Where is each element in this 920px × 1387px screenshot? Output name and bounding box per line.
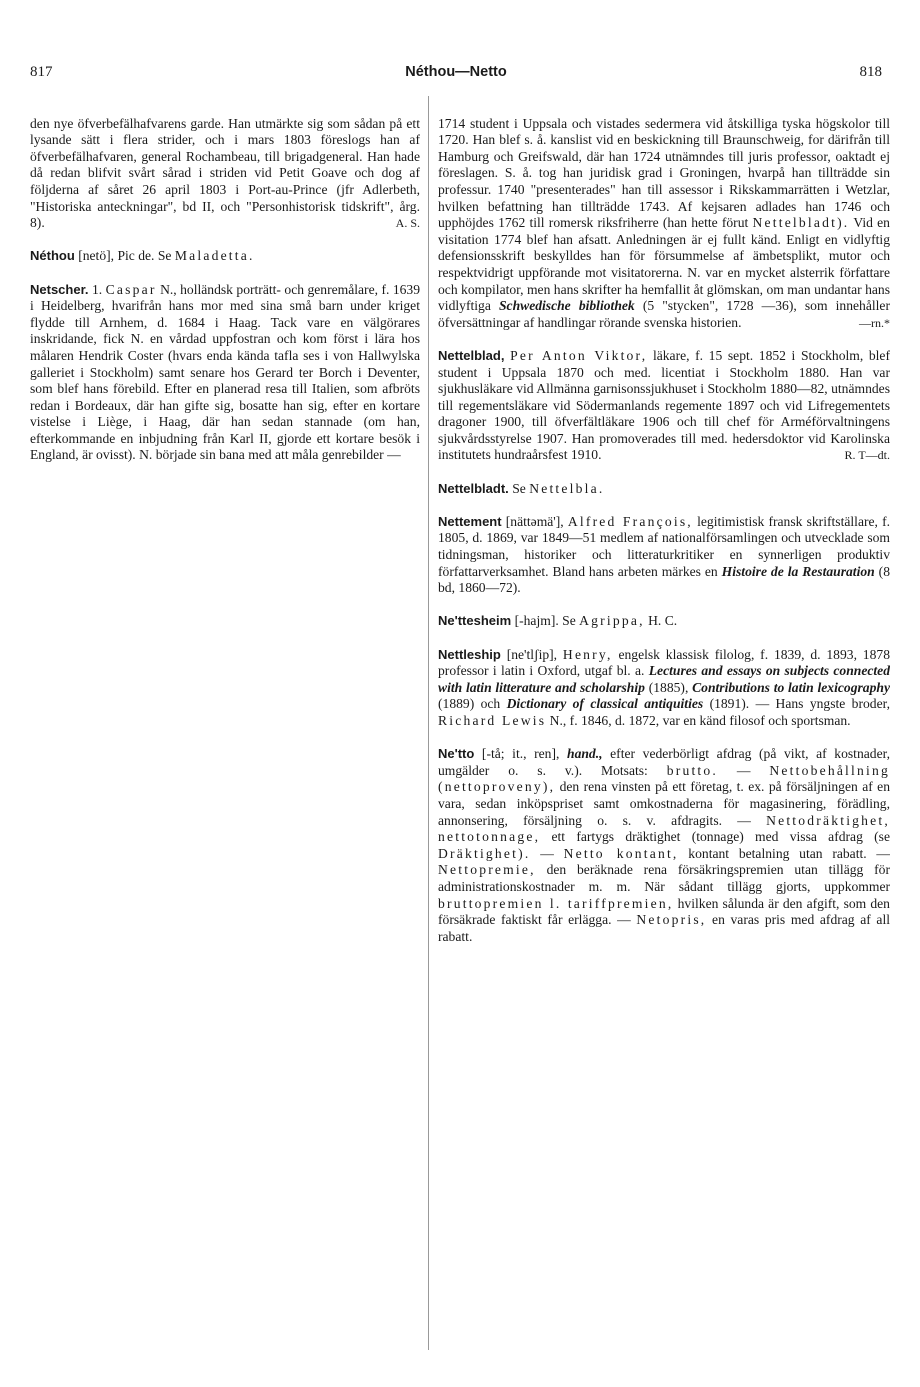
headword-nettement: Nettement xyxy=(438,513,502,529)
entry-nettelbladt: Nettelbladt. Se Nettelbla. xyxy=(438,480,605,496)
headword-netscher: Netscher. xyxy=(30,281,89,297)
entry-continuation: den nye öfverbefälhafvarens garde. Han utmärkte sig som sådan på ett lysande sätt i flera strider, och i mars 1803 föreslogs han af öfverbefälhafvaren, general Rochambeau, till brigadgeneral. Han hade då redan blifvit svårt sårad i striden vid Petit Goave och dog af följderna af såret 26 april 1803 i Port-au-Prince (jfr Adlerbeth, "Historiska anteckningar", bd II, och "Personhistorisk tidskrift", årg. 8). A. S. xyxy=(30,115,420,231)
headword-nettelblad: Nettelblad, xyxy=(438,347,505,363)
entry-nettleship: Nettleship [ne'tlʃip], Henry, engelsk klassisk filolog, f. 1839, d. 1893, 1878 professor i latin i Oxford, utgaf bl. a. Lectures and essays on subjects connected with latin litterature and scholarship (1885), Contributions to latin lexicography (1889) och Dictionary of classical antiquities (1891). — Hans yngste broder, Richard Lewis N., f. 1846, d. 1872, var en känd filosof och sportsman. xyxy=(438,646,890,728)
entry-nethou: Néthou [netö], Pic de. Se Maladetta. xyxy=(30,248,255,264)
column-divider xyxy=(428,96,429,1350)
right-column xyxy=(438,99,890,1349)
headword-nettleship: Nettleship xyxy=(438,646,501,662)
entry-nettesheim: Ne'ttesheim [-hajm]. Se Agrippa, H. C. xyxy=(438,613,678,629)
entry-netto: Ne'tto [-tå; it., ren], hand., efter vederbörligt afdrag (på vikt, af kostnader, umgälder o. s. v.). Motsats: brutto. — Nettobehållning (nettoprovenу), den rena vinsten på ett företag, t. ex. på försäljningen af en vara, sedan inköpspriset samt omkostnaderna för magasinering, förädling, annonsering, försäljning o. s. v. afdragits. — Nettodräktighet, nettotonnage, ett fartygs dräktighet (tonnage) med vissa afdrag (se Dräktighet). — Netto kontant, kontant betalning utan rabatt. — Nettopremie, den beräknade rena försäkringspremien utan tillägg för administrationskostnader m. m. När sådant tillägg gjorts, uppkommer bruttopremien l. tariffpremien, hvilken sålunda är den afgift, som den försäkrade faktiskt får erlägga. — Netopris, en varas pris med afdrag af all rabatt. xyxy=(438,746,890,944)
entry-netscher: Netscher. 1. Caspar N., holländsk porträtt- och genremålare, f. 1639 i Heidelberg, hvarifrån hans mor med sina små barn under kriget flydde till Arnhem, d. 1684 i Haag. Tack vare en välgörares inskridande, fick N. en vårdad uppfostran och kom först i lära hos målaren Hendrik Coster (hvars enda kända tafla ses i von Hallwylska galleriet i Stockholm) samt senare hos Gerard ter Borch i Deventer, som blef hans förebild. Efter en planerad resa till Italien, som afbröts redan i Bordeaux, där han gifte sig, bosatte han sig, efter en kortare vistelse i Liège, i Haag, där han sedan stannade (om han, efterkommande en inbjudning från Karl II, gjorde ett kortare besök i England, är ovisst). N. började sin bana med att måla genrebilder — xyxy=(30,281,420,463)
left-column xyxy=(30,99,420,1349)
page-number-right: 818 xyxy=(859,64,882,80)
headword-nethou: Néthou xyxy=(30,248,75,264)
entry-nettelbla-continuation: 1714 student i Uppsala och vistades sedermera vid åtskilliga tyska högskolor till 1720. Han blef s. å. kanslist vid en beskickning till Braunschweig, for därifrån till Hamburg och Greifswald, där han 1724 utnämndes till juris professor, oaktadt ej föreslagen. S. å. tog han juridisk grad i Groningen, hvarpå han tillträdde sin professur. 1740 "presenterades" han till assessor i Rikskammarrätten i Wetzlar, hvilken befattning han tillträdde 1743. Af kejsaren adlades han 1746 och upphöjdes 1762 till romersk riksfriherre (han hette förut Nettelbladt). Vid en visitation 1774 blef han afsatt. Anledningen är ej fullt känd. Enligt en vidlyftig defensionsskrift beskylldes han för försummelse af ämbetsplikt, mutor och respektvidrigt uppförande mot visitatorerna. N. var en mycket alsterrik författare och kompilator, men hans skrifter ha hemfallit åt glömskan, om man undantar hans vidlyftiga Schwedische bibliothek (5 "stycken", 1728 —36), som innehåller öfversättningar af handlingar rörande svenska historien. —rn.* xyxy=(438,115,890,330)
page-number-left: 817 xyxy=(30,64,53,80)
page-header xyxy=(30,64,882,84)
headword-nettelbladt: Nettelbladt. xyxy=(438,480,509,496)
entry-nettelblad: Nettelblad, Per Anton Viktor, läkare, f. 15 sept. 1852 i Stockholm, blef student i Uppsala 1870 och med. licentiat i Stockholm 1880. Han var sjukhusläkare vid Allmänna garnisonssjukhuset i Stockholm 1880—82, utnämndes till regementsläkare vid Södermanlands regemente 1897 och vid Lifregementets dragoner 1900, till öfverfältläkare 1906 och till chef för Arméförvaltningens sjukvårdsstyrelse 1907. Han promoverades till med. hedersdoktor vid Karolinska institutets hundraårsfest 1910. R. T—dt. xyxy=(438,347,890,463)
headword-nettesheim: Ne'ttesheim xyxy=(438,613,512,629)
headword-netto: Ne'tto xyxy=(438,746,475,762)
running-title: Néthou—Netto xyxy=(405,64,507,80)
entry-nettement: Nettement [nättəmä'], Alfred François, legitimistisk fransk skriftställare, f. 1805, d. 1869, var 1849—51 medlem af nationalförsamlingen och utvecklade som tidningsman, historiker och litteraturkritiker en synnerligen produktiv författarverksamhet. Bland hans arbeten märkes en Histoire de la Restauration (8 bd, 1860—72). xyxy=(438,513,890,596)
signature: A. S. xyxy=(395,216,420,231)
